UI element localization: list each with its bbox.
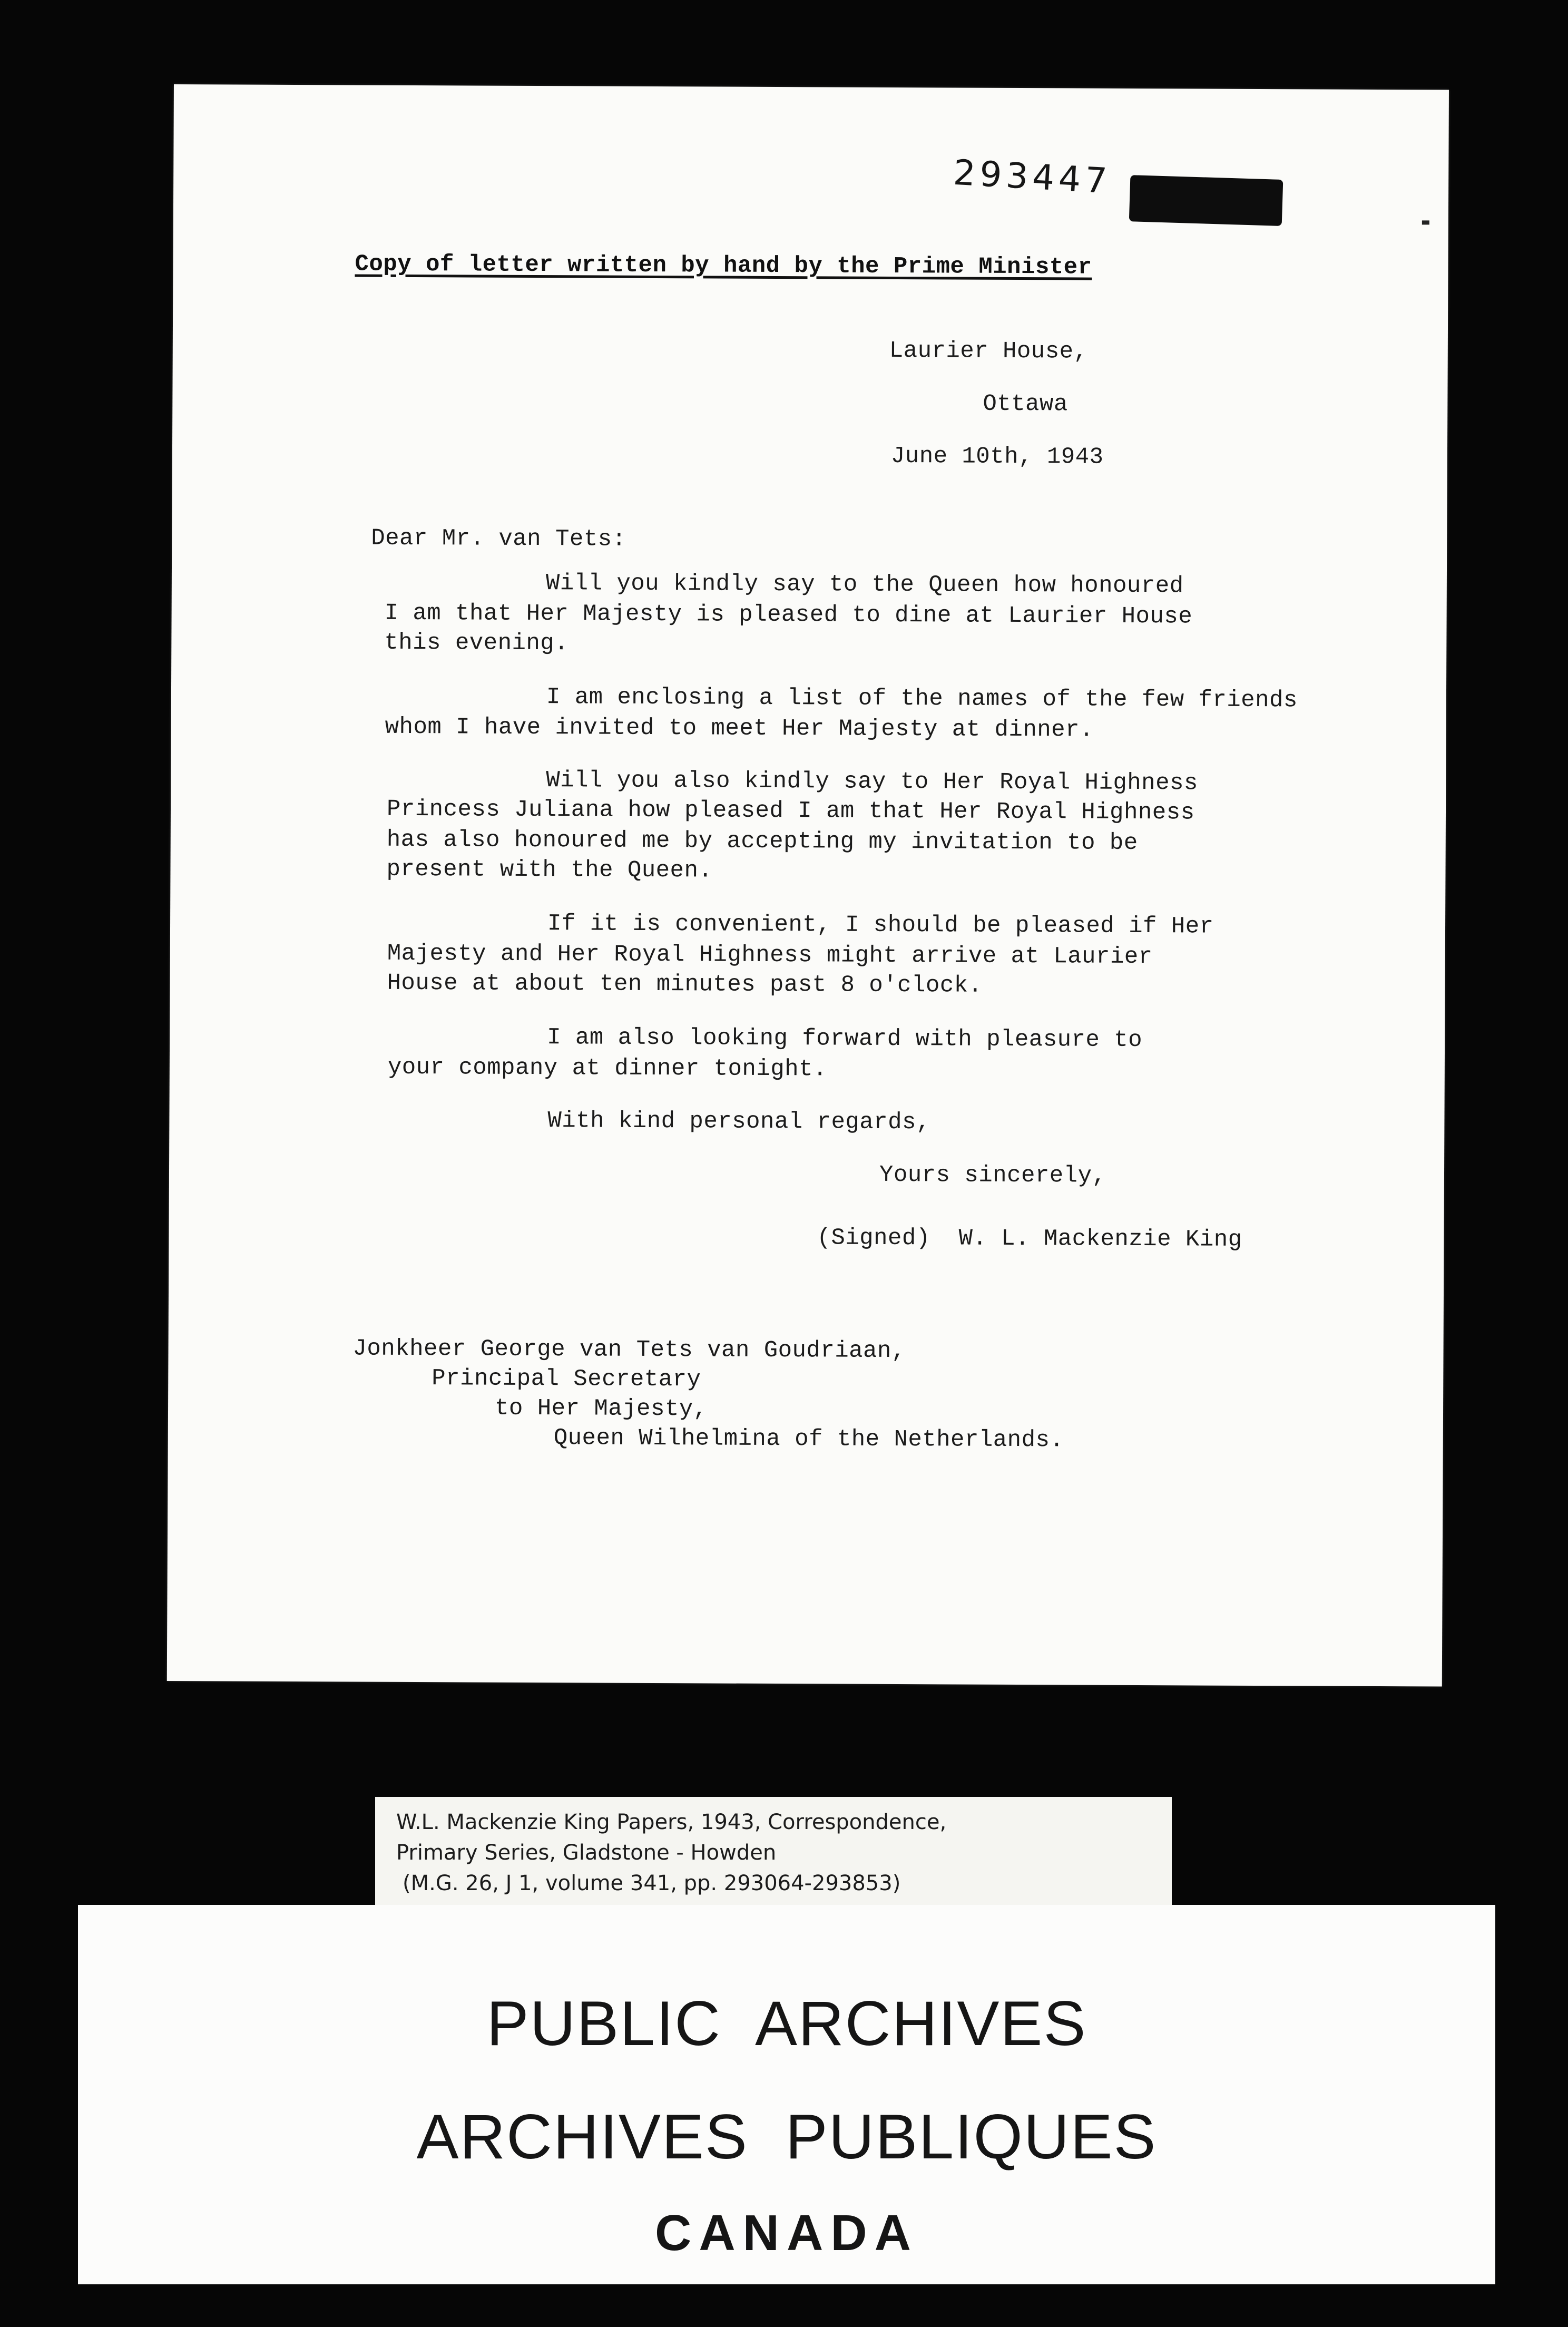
paragraph-1-line-2: I am that Her Majesty is pleased to dine at Laurier House	[384, 600, 1193, 630]
stamp-line-country: CANADA	[655, 2205, 918, 2261]
recipient-queen: Queen Wilhelmina of the Netherlands.	[553, 1425, 1064, 1454]
paragraph-2-line-2: whom I have invited to meet Her Majesty at dinner.	[385, 713, 1094, 744]
citation-label	[375, 1797, 1172, 1908]
stamp-line-english: PUBLIC ARCHIVES	[486, 1988, 1087, 2059]
stamp-line-french: ARCHIVES PUBLIQUES	[416, 2101, 1157, 2172]
citation-line-1: W.L. Mackenzie King Papers, 1943, Correspondence,	[396, 1810, 947, 1834]
paragraph-1-line-1: Will you kindly say to the Queen how honoured	[545, 570, 1184, 600]
redaction-mark	[1129, 175, 1283, 226]
paragraph-3-line-2: Princess Juliana how pleased I am that Her Royal Highness	[386, 796, 1195, 826]
salutation: Dear Mr. van Tets:	[371, 525, 626, 553]
paragraph-3-line-3: has also honoured me by accepting my invitation to be	[386, 826, 1138, 856]
signature-line: (Signed) W. L. Mackenzie King	[817, 1225, 1242, 1253]
paragraph-5-line-1: I am also looking forward with pleasure to	[547, 1024, 1143, 1054]
paragraph-1-line-3: this evening.	[384, 629, 569, 657]
address-line-2: Ottawa	[983, 390, 1068, 418]
address-line-1: Laurier House,	[889, 337, 1088, 365]
letter-heading: Copy of letter written by hand by the Prime Minister	[355, 251, 1092, 281]
citation-line-2: Primary Series, Gladstone - Howden	[396, 1841, 777, 1865]
paragraph-4-line-3: House at about ten minutes past 8 o'clock.	[387, 970, 983, 999]
paragraph-4-line-2: Majesty and Her Royal Highness might arrive at Laurier	[387, 940, 1153, 971]
paragraph-2-line-1: I am enclosing a list of the names of the few friends	[546, 684, 1298, 714]
recipient-name: Jonkheer George van Tets van Goudriaan,	[352, 1335, 906, 1365]
letter-page	[167, 84, 1449, 1687]
paragraph-3-line-4: present with the Queen.	[386, 856, 713, 884]
paragraph-4-line-1: If it is convenient, I should be pleased if Her	[547, 911, 1214, 940]
paragraph-3-line-1: Will you also kindly say to Her Royal Highness	[546, 767, 1198, 797]
citation-line-3: (M.G. 26, J 1, volume 341, pp. 293064-293853)	[403, 1871, 901, 1895]
paragraph-5-line-2: your company at dinner tonight.	[387, 1054, 828, 1083]
recipient-to: to Her Majesty,	[494, 1395, 708, 1423]
regards-line: With kind personal regards,	[547, 1108, 930, 1136]
archives-stamp	[78, 1905, 1495, 2284]
letter-date: June 10th, 1943	[890, 443, 1104, 471]
archive-page-number: 293447	[952, 152, 1113, 202]
ink-mark	[1422, 220, 1429, 224]
closing-line: Yours sincerely,	[879, 1161, 1106, 1189]
recipient-title: Principal Secretary	[432, 1365, 701, 1393]
